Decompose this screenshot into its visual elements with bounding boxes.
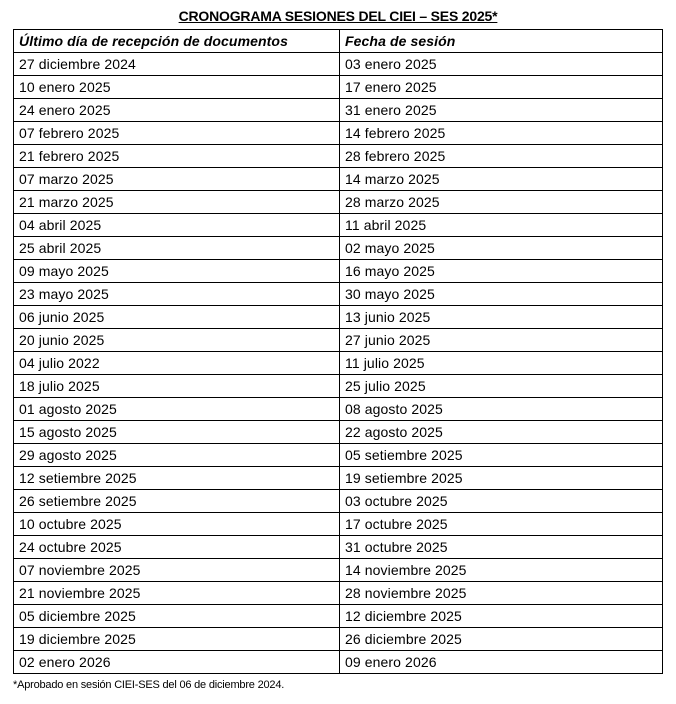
- table-row: [14, 283, 663, 306]
- deadline-cell: 07 noviembre 2025: [14, 559, 340, 582]
- table-row: [14, 168, 663, 191]
- table-row: [14, 306, 663, 329]
- session-cell: 26 diciembre 2025: [340, 628, 663, 651]
- table-row: [14, 513, 663, 536]
- deadline-cell: 21 febrero 2025: [14, 145, 340, 168]
- table-header-row: [14, 30, 663, 53]
- deadline-cell: 06 junio 2025: [14, 306, 340, 329]
- session-cell: 11 abril 2025: [340, 214, 663, 237]
- session-cell: 16 mayo 2025: [340, 260, 663, 283]
- session-cell: 09 enero 2026: [340, 651, 663, 674]
- deadline-cell: 29 agosto 2025: [14, 444, 340, 467]
- session-cell: 17 octubre 2025: [340, 513, 663, 536]
- session-cell: 02 mayo 2025: [340, 237, 663, 260]
- session-cell: 28 febrero 2025: [340, 145, 663, 168]
- deadline-cell: 24 octubre 2025: [14, 536, 340, 559]
- table-row: [14, 605, 663, 628]
- deadline-cell: 23 mayo 2025: [14, 283, 340, 306]
- schedule-rows: [14, 53, 663, 674]
- deadline-cell: 02 enero 2026: [14, 651, 340, 674]
- deadline-cell: 20 junio 2025: [14, 329, 340, 352]
- deadline-cell: 07 marzo 2025: [14, 168, 340, 191]
- table-row: [14, 260, 663, 283]
- table-row: [14, 444, 663, 467]
- footnote: *Aprobado en sesión CIEI-SES del 06 de diciembre 2024.: [13, 679, 285, 691]
- table-row: [14, 76, 663, 99]
- table-row: [14, 191, 663, 214]
- session-cell: 14 marzo 2025: [340, 168, 663, 191]
- session-cell: 27 junio 2025: [340, 329, 663, 352]
- deadline-cell: 05 diciembre 2025: [14, 605, 340, 628]
- session-cell: 13 junio 2025: [340, 306, 663, 329]
- column-header-session: Fecha de sesión: [340, 30, 663, 53]
- deadline-cell: 27 diciembre 2024: [14, 53, 340, 76]
- deadline-cell: 19 diciembre 2025: [14, 628, 340, 651]
- schedule-table: [13, 29, 663, 674]
- table-row: [14, 375, 663, 398]
- deadline-cell: 18 julio 2025: [14, 375, 340, 398]
- table-row: [14, 398, 663, 421]
- session-cell: 28 marzo 2025: [340, 191, 663, 214]
- table-row: [14, 329, 663, 352]
- table-row: [14, 490, 663, 513]
- table-row: [14, 582, 663, 605]
- session-cell: 31 enero 2025: [340, 99, 663, 122]
- deadline-cell: 21 marzo 2025: [14, 191, 340, 214]
- table-row: [14, 467, 663, 490]
- session-cell: 14 febrero 2025: [340, 122, 663, 145]
- table-row: [14, 651, 663, 674]
- table-row: [14, 122, 663, 145]
- table-row: [14, 99, 663, 122]
- table-row: [14, 214, 663, 237]
- session-cell: 30 mayo 2025: [340, 283, 663, 306]
- session-cell: 25 julio 2025: [340, 375, 663, 398]
- session-cell: 08 agosto 2025: [340, 398, 663, 421]
- deadline-cell: 25 abril 2025: [14, 237, 340, 260]
- deadline-cell: 26 setiembre 2025: [14, 490, 340, 513]
- table-row: [14, 536, 663, 559]
- document-title-text: CRONOGRAMA SESIONES DEL CIEI – SES 2025*: [178, 8, 498, 24]
- deadline-cell: 10 enero 2025: [14, 76, 340, 99]
- table-row: [14, 628, 663, 651]
- deadline-cell: 04 abril 2025: [14, 214, 340, 237]
- session-cell: 11 julio 2025: [340, 352, 663, 375]
- session-cell: 03 octubre 2025: [340, 490, 663, 513]
- table-row: [14, 421, 663, 444]
- deadline-cell: 04 julio 2022: [14, 352, 340, 375]
- session-cell: 14 noviembre 2025: [340, 559, 663, 582]
- session-cell: 19 setiembre 2025: [340, 467, 663, 490]
- deadline-cell: 09 mayo 2025: [14, 260, 340, 283]
- table-row: [14, 559, 663, 582]
- deadline-cell: 01 agosto 2025: [14, 398, 340, 421]
- session-cell: 28 noviembre 2025: [340, 582, 663, 605]
- session-cell: 31 octubre 2025: [340, 536, 663, 559]
- table-row: [14, 145, 663, 168]
- session-cell: 12 diciembre 2025: [340, 605, 663, 628]
- deadline-cell: 15 agosto 2025: [14, 421, 340, 444]
- deadline-cell: 21 noviembre 2025: [14, 582, 340, 605]
- session-cell: 05 setiembre 2025: [340, 444, 663, 467]
- deadline-cell: 24 enero 2025: [14, 99, 340, 122]
- session-cell: 22 agosto 2025: [340, 421, 663, 444]
- column-header-deadline: Último día de recepción de documentos: [14, 30, 340, 53]
- session-cell: 17 enero 2025: [340, 76, 663, 99]
- deadline-cell: 07 febrero 2025: [14, 122, 340, 145]
- table-row: [14, 53, 663, 76]
- deadline-cell: 10 octubre 2025: [14, 513, 340, 536]
- session-cell: 03 enero 2025: [340, 53, 663, 76]
- deadline-cell: 12 setiembre 2025: [14, 467, 340, 490]
- table-row: [14, 352, 663, 375]
- document-title: [0, 7, 676, 25]
- table-row: [14, 237, 663, 260]
